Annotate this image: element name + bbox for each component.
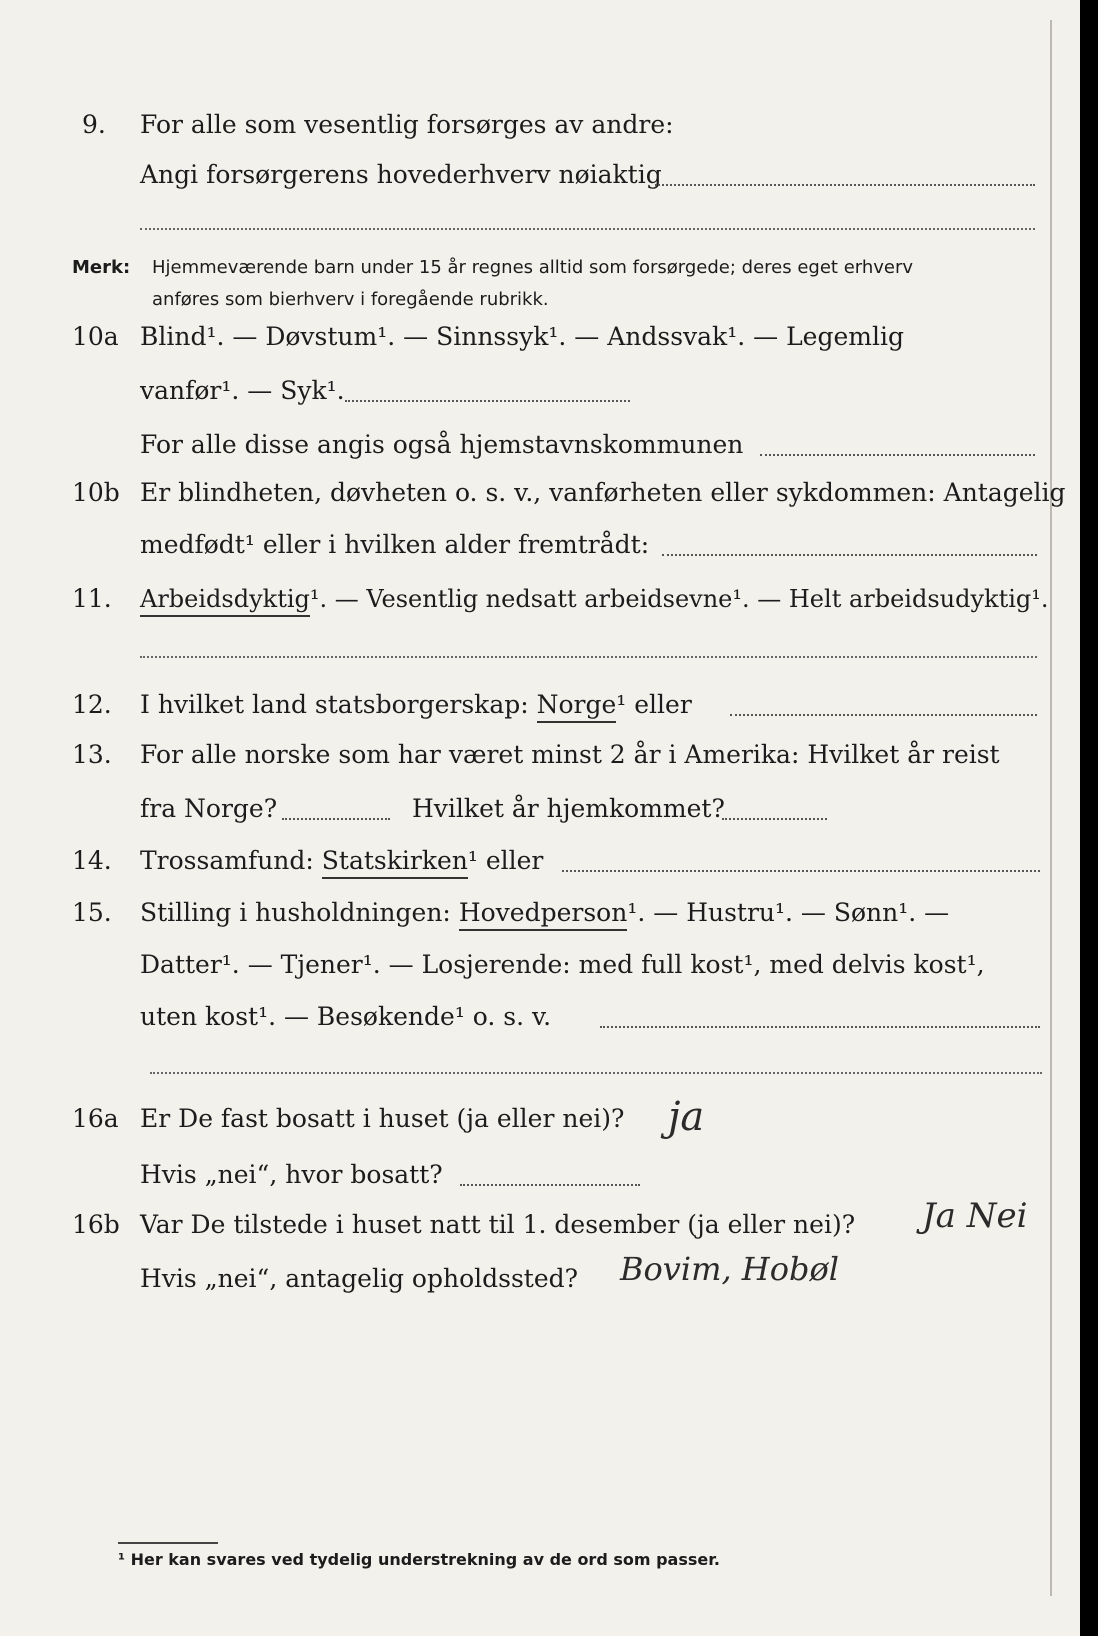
question-text: Datter¹. — Tjener¹. — Losjerende: med full kost¹, med delvis kost¹,	[140, 950, 985, 979]
question-text: fra Norge?	[140, 794, 278, 823]
question-text: Er De fast bosatt i huset (ja eller nei)?	[140, 1104, 625, 1133]
question-number: 16b	[72, 1210, 120, 1239]
question-number: 10a	[72, 322, 119, 351]
question-number: 9.	[82, 110, 106, 139]
question-text: Stilling i husholdningen: Hovedperson¹. — Hustru¹. — Sønn¹. —	[140, 898, 949, 928]
answer-line[interactable]	[150, 1072, 1042, 1074]
question-text: Hvis „nei“, hvor bosatt?	[140, 1160, 443, 1189]
underlined-answer[interactable]: Arbeidsdyktig	[140, 585, 310, 617]
question-text: For alle norske som har været minst 2 år i Amerika: Hvilket år reist	[140, 740, 1000, 769]
underlined-answer[interactable]: Norge	[537, 690, 617, 723]
question-text: I hvilket land statsborgerskap: Norge¹ eller	[140, 690, 692, 720]
question-number: 12.	[72, 690, 112, 719]
question-text: vanfør¹. — Syk¹.	[140, 376, 345, 405]
question-text: For alle som vesentlig forsørges av andre:	[140, 110, 674, 139]
answer-line[interactable]	[140, 228, 1035, 230]
handwritten-answer: Ja Nei	[922, 1196, 1028, 1236]
question-number: 10b	[72, 478, 120, 507]
question-text: Hvilket år hjemkommet?	[412, 794, 725, 823]
page-edge	[1050, 20, 1052, 1596]
answer-line[interactable]	[662, 554, 1037, 556]
question-text: Var De tilstede i huset natt til 1. desember (ja eller nei)?	[140, 1210, 856, 1239]
answer-line[interactable]	[460, 1184, 640, 1186]
answer-line[interactable]	[722, 818, 827, 820]
question-text: Trossamfund: Statskirken¹ eller	[140, 846, 543, 876]
question-text: For alle disse angis også hjemstavnskommunen	[140, 430, 744, 459]
footnote-rule	[118, 1542, 218, 1544]
answer-line[interactable]	[282, 818, 390, 820]
answer-line[interactable]	[140, 656, 1037, 658]
question-number: 13.	[72, 740, 112, 769]
answer-line[interactable]	[655, 184, 1035, 186]
underlined-answer[interactable]: Statskirken	[322, 846, 468, 879]
underlined-answer[interactable]: Hovedperson	[459, 898, 628, 931]
question-number: 16a	[72, 1104, 119, 1133]
answer-line[interactable]	[562, 870, 1040, 872]
answer-line[interactable]	[600, 1026, 1040, 1028]
question-text: medfødt¹ eller i hvilken alder fremtrådt:	[140, 530, 650, 559]
footnote: ¹ Her kan svares ved tydelig understrekning av de ord som passer.	[118, 1550, 720, 1569]
note-text: Hjemmeværende barn under 15 år regnes alltid som forsørgede; deres eget erhverv	[152, 257, 914, 278]
note-label: Merk:	[72, 257, 131, 278]
handwritten-answer: ja	[668, 1094, 705, 1140]
answer-line[interactable]	[345, 400, 630, 402]
question-text: Arbeidsdyktig¹. — Vesentlig nedsatt arbeidsevne¹. — Helt arbeidsudyktig¹.	[140, 584, 1049, 614]
question-number: 11.	[72, 584, 112, 613]
question-text: Er blindheten, døvheten o. s. v., vanførheten eller sykdommen: Antagelig	[140, 478, 1066, 507]
question-number: 15.	[72, 898, 112, 927]
question-text: Blind¹. — Døvstum¹. — Sinnssyk¹. — Andssvak¹. — Legemlig	[140, 322, 904, 351]
note-text: anføres som bierhverv i foregående rubrikk.	[152, 289, 549, 310]
question-number: 14.	[72, 846, 112, 875]
handwritten-answer: Bovim, Hobøl	[620, 1250, 839, 1288]
question-text: uten kost¹. — Besøkende¹ o. s. v.	[140, 1002, 552, 1031]
question-text: Hvis „nei“, antagelig opholdssted?	[140, 1264, 579, 1293]
answer-line[interactable]	[760, 454, 1035, 456]
question-text: Angi forsørgerens hovederhverv nøiaktig	[140, 160, 662, 189]
answer-line[interactable]	[730, 714, 1037, 716]
